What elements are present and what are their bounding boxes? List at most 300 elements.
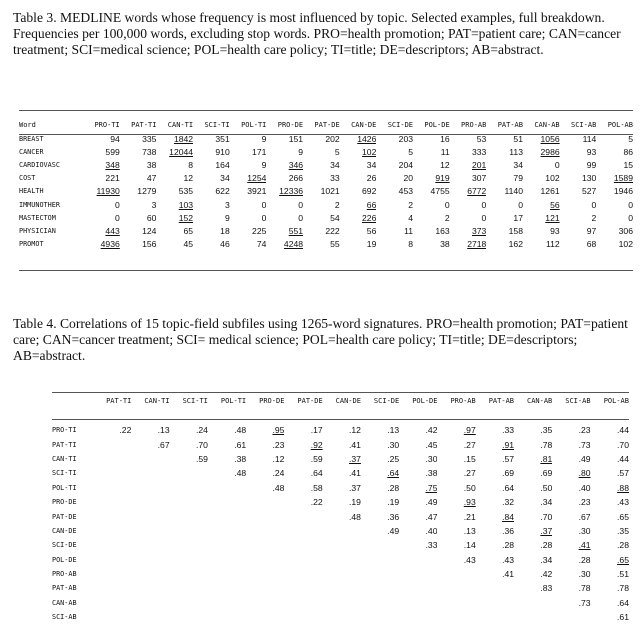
frequency-cell: 130 (581, 173, 597, 184)
correlation-cell: .61 (617, 612, 629, 623)
correlation-cell (284, 610, 322, 624)
correlation-cell (437, 610, 475, 624)
column-header: CAN-DE (335, 397, 361, 405)
column-header: PRO-DE (277, 121, 304, 129)
frequency-cell: 156 (142, 239, 157, 250)
correlation-cell: .13 (463, 525, 476, 536)
frequency-cell: 5 (408, 146, 414, 157)
correlation-cell (323, 524, 361, 538)
frequency-cell: 0 (298, 199, 304, 210)
frequency-cell: 34 (330, 159, 340, 170)
correlation-cell: .65 (617, 511, 629, 522)
correlation-cell: .17 (310, 425, 323, 436)
row-label: SCI-DE (52, 541, 77, 550)
correlation-cell: .30 (425, 453, 438, 464)
frequency-cell: 66 (366, 199, 377, 210)
frequency-cell: 99 (586, 159, 597, 170)
table-row (19, 158, 633, 171)
correlation-cell (208, 495, 246, 509)
correlation-cell (131, 495, 169, 509)
frequency-cell: 2718 (467, 239, 487, 250)
correlation-cell: .69 (502, 468, 515, 479)
correlation-cell (437, 567, 475, 581)
frequency-cell: 152 (178, 212, 194, 223)
correlation-cell: .50 (463, 482, 476, 493)
frequency-cell: 34 (513, 159, 523, 170)
frequency-cell: 0 (261, 212, 267, 223)
frequency-cell: 1842 (173, 133, 194, 144)
frequency-cell: 599 (105, 146, 120, 157)
correlation-cell: .57 (502, 453, 515, 464)
frequency-cell: 113 (509, 146, 523, 157)
column-header: CAN-AB (534, 121, 560, 129)
frequency-cell: 306 (618, 225, 633, 236)
table-row (19, 172, 633, 185)
column-header: SCI-AB (571, 121, 597, 129)
column-header: PAT-TI (106, 397, 132, 405)
correlation-cell: .38 (425, 468, 438, 479)
correlation-cell: .23 (578, 497, 591, 508)
row-label: CAN-TI (52, 454, 77, 463)
correlation-cell (208, 481, 246, 495)
correlation-cell: .41 (349, 439, 361, 450)
column-header: SCI-AB (565, 397, 591, 405)
correlation-cell (131, 509, 169, 523)
correlation-cell: .32 (502, 497, 515, 508)
correlation-cell: .45 (425, 439, 438, 450)
frequency-cell: 19 (366, 239, 377, 250)
correlation-cell (208, 538, 246, 552)
frequency-cell: 202 (325, 133, 340, 144)
frequency-cell: 0 (518, 199, 523, 210)
correlation-cell (361, 610, 399, 624)
correlation-cell (93, 495, 131, 509)
row-label: POL-DE (52, 555, 77, 564)
correlation-cell (284, 596, 322, 610)
frequency-cell: 333 (471, 146, 487, 157)
correlation-cell (284, 567, 322, 581)
table-row (52, 481, 629, 495)
column-header: POL-AB (607, 121, 633, 129)
frequency-cell: 112 (545, 239, 560, 250)
correlation-cell: .19 (349, 497, 361, 508)
correlation-cell: .12 (272, 453, 285, 464)
frequency-cell: 0 (628, 199, 633, 210)
correlation-cell: .64 (387, 468, 400, 479)
frequency-cell: 335 (142, 133, 157, 144)
frequency-cell: 1279 (137, 186, 157, 197)
column-header: SCI-DE (373, 397, 400, 405)
frequency-cell: 74 (256, 239, 267, 250)
table-row (52, 553, 629, 567)
correlation-cell (323, 596, 361, 610)
correlation-cell (476, 581, 514, 595)
correlation-cell (361, 581, 399, 595)
frequency-cell: 12 (183, 173, 194, 184)
correlation-cell (361, 567, 399, 581)
frequency-cell: 9 (224, 212, 230, 223)
frequency-cell: 307 (471, 173, 487, 184)
frequency-cell: 1261 (540, 186, 560, 197)
table4-header-row (52, 397, 629, 423)
frequency-cell: 1254 (247, 173, 267, 184)
table-row (19, 185, 633, 198)
column-header: CAN-TI (144, 397, 170, 405)
correlation-cell: .42 (540, 569, 553, 580)
correlation-cell: .81 (540, 453, 553, 464)
correlation-cell: .19 (387, 497, 400, 508)
frequency-cell: 738 (142, 146, 157, 157)
word-label: BREAST (19, 134, 44, 143)
column-header: PRO-AB (461, 121, 487, 129)
correlation-cell: .22 (119, 425, 132, 436)
frequency-cell: 93 (586, 146, 597, 157)
correlation-cell: .91 (502, 439, 515, 450)
frequency-cell: 5 (334, 146, 340, 157)
correlation-cell (208, 553, 246, 567)
table-row (52, 567, 629, 581)
correlation-cell (437, 581, 475, 595)
column-header: SCI-TI (204, 121, 230, 129)
correlation-cell (170, 553, 208, 567)
correlation-cell (323, 553, 361, 567)
column-header: CAN-DE (351, 121, 377, 129)
frequency-cell: 17 (513, 212, 523, 223)
column-header: PAT-DE (297, 397, 323, 405)
frequency-cell: 1426 (357, 133, 377, 144)
frequency-cell: 55 (330, 239, 340, 250)
table-row (19, 211, 633, 224)
column-header: PRO-TI (94, 121, 120, 129)
correlation-cell: .13 (157, 425, 170, 436)
frequency-cell: 2 (408, 199, 414, 210)
frequency-cell: 45 (183, 239, 194, 250)
correlation-cell: .13 (387, 425, 400, 436)
correlation-cell: .58 (310, 482, 323, 493)
frequency-cell: 6772 (467, 186, 487, 197)
word-label: MASTECTOM (19, 213, 56, 222)
correlation-cell: .78 (540, 439, 553, 450)
frequency-cell: 164 (215, 159, 230, 170)
frequency-cell: 102 (545, 173, 560, 184)
frequency-cell: 11 (440, 146, 450, 157)
correlation-cell (208, 610, 246, 624)
correlation-cell: .24 (195, 425, 208, 436)
table-row (52, 452, 629, 466)
correlation-cell: .44 (617, 425, 629, 436)
frequency-cell: 9 (298, 146, 304, 157)
correlation-cell: .28 (502, 540, 515, 551)
correlation-cell: .80 (578, 468, 591, 479)
correlation-cell: .28 (387, 482, 400, 493)
correlation-cell: .33 (425, 540, 438, 551)
correlation-cell: .75 (425, 482, 438, 493)
correlation-cell: .30 (578, 525, 591, 536)
correlation-cell: .37 (349, 453, 361, 464)
correlation-cell (131, 567, 169, 581)
frequency-cell: 692 (362, 186, 377, 197)
correlation-cell: .64 (617, 597, 629, 608)
correlation-cell (170, 567, 208, 581)
correlation-cell (246, 553, 284, 567)
frequency-cell: 204 (398, 159, 414, 170)
correlation-cell (284, 581, 322, 595)
table4-top-rule (52, 392, 629, 393)
correlation-cell (93, 596, 131, 610)
frequency-cell: 15 (623, 159, 633, 170)
frequency-cell: 151 (288, 133, 304, 144)
frequency-cell: 9 (261, 133, 267, 144)
frequency-cell: 3 (151, 199, 157, 210)
frequency-cell: 1140 (504, 186, 523, 197)
correlation-cell (131, 596, 169, 610)
correlation-cell (514, 596, 552, 610)
column-header: PAT-DE (314, 121, 340, 129)
frequency-cell: 266 (288, 173, 304, 184)
row-label: SCI-AB (52, 613, 77, 622)
frequency-cell: 222 (325, 225, 340, 236)
column-header: PRO-DE (259, 397, 285, 405)
frequency-cell: 12336 (279, 186, 304, 197)
correlation-cell: .38 (234, 453, 247, 464)
table4-caption: Table 4. Correlations of 15 topic-field subfiles using 1265-word signatures. PRO=health promotion; PAT=patient care; CAN=cancer treatment; SCI= medical science; POL=health care policy; TI=title; DE=descriptors; AB=abstract. (13, 316, 628, 363)
table-row (52, 423, 629, 437)
frequency-cell: 8 (408, 239, 414, 250)
frequency-cell: 121 (545, 212, 560, 223)
correlation-cell (170, 538, 208, 552)
frequency-cell: 114 (582, 133, 597, 144)
correlation-cell (131, 481, 169, 495)
correlation-cell (323, 610, 361, 624)
table3-bottom-rule (19, 270, 633, 271)
column-header: SCI-TI (182, 397, 208, 405)
correlation-cell (131, 538, 169, 552)
correlation-cell: .28 (617, 540, 629, 551)
correlation-cell: .34 (540, 497, 553, 508)
correlation-cell (93, 610, 131, 624)
correlation-cell: .73 (578, 597, 591, 608)
frequency-cell: 551 (288, 225, 304, 236)
frequency-cell: 2 (334, 199, 340, 210)
correlation-cell: .95 (272, 425, 285, 436)
row-label: CAN-AB (52, 598, 77, 607)
frequency-cell: 8 (188, 159, 194, 170)
correlation-cell: .73 (578, 439, 591, 450)
frequency-cell: 158 (508, 225, 523, 236)
correlation-cell: .36 (387, 511, 400, 522)
frequency-cell: 346 (288, 159, 304, 170)
correlation-cell: .49 (578, 453, 591, 464)
frequency-cell: 65 (183, 225, 194, 236)
correlation-cell (93, 437, 131, 451)
frequency-cell: 3921 (247, 186, 267, 197)
correlation-cell (437, 596, 475, 610)
row-label: PRO-TI (52, 426, 77, 435)
frequency-cell: 535 (178, 186, 194, 197)
correlation-cell (399, 567, 437, 581)
table-row (19, 198, 633, 211)
correlation-cell (476, 596, 514, 610)
frequency-cell: 26 (366, 173, 377, 184)
word-label: CARDIOVASC (19, 160, 60, 169)
row-label: SCI-TI (52, 469, 77, 478)
correlation-cell: .12 (349, 425, 361, 436)
frequency-cell: 4248 (283, 239, 304, 250)
frequency-cell: 1056 (540, 133, 560, 144)
correlation-cell (131, 610, 169, 624)
row-label: PRO-DE (52, 498, 77, 507)
correlation-cell: .24 (272, 468, 285, 479)
frequency-cell: 97 (586, 225, 597, 236)
correlation-cell: .22 (310, 497, 323, 508)
table-row (52, 581, 629, 595)
column-header: PAT-AB (488, 397, 515, 405)
correlation-cell: .47 (425, 511, 438, 522)
correlation-cell (93, 452, 131, 466)
correlation-cell: .83 (540, 583, 553, 594)
correlation-cell: .48 (349, 511, 361, 522)
table-row (19, 238, 633, 251)
frequency-cell: 79 (513, 173, 523, 184)
column-header: POL-AB (603, 397, 629, 405)
correlation-cell (208, 596, 246, 610)
correlation-cell (323, 567, 361, 581)
correlation-cell: .23 (578, 425, 591, 436)
frequency-cell: 527 (581, 186, 597, 197)
word-column-header: Word (19, 121, 36, 129)
correlation-cell (284, 553, 322, 567)
word-label: PROMOT (19, 240, 44, 249)
correlation-cell (476, 610, 514, 624)
correlation-cell (170, 596, 208, 610)
frequency-cell: 0 (114, 199, 120, 210)
frequency-cell: 622 (215, 186, 230, 197)
frequency-cell: 0 (261, 199, 267, 210)
correlation-cell (246, 495, 284, 509)
correlation-cell: .23 (272, 439, 285, 450)
correlation-cell (361, 553, 399, 567)
frequency-cell: 1021 (320, 186, 340, 197)
correlation-cell: .40 (578, 482, 591, 493)
correlation-cell: .25 (387, 453, 400, 464)
correlation-cell: .41 (578, 540, 591, 551)
frequency-cell: 0 (444, 199, 450, 210)
frequency-cell: 60 (146, 212, 157, 223)
correlation-cell: .42 (425, 425, 438, 436)
correlation-cell: .92 (310, 439, 323, 450)
table-row (52, 524, 629, 538)
correlation-cell (399, 581, 437, 595)
frequency-cell: 12 (440, 159, 450, 170)
correlation-cell: .35 (617, 525, 629, 536)
correlation-cell (208, 509, 246, 523)
frequency-cell: 225 (252, 225, 267, 236)
correlation-cell: .70 (540, 511, 553, 522)
frequency-cell: 163 (435, 225, 450, 236)
frequency-cell: 348 (105, 159, 120, 170)
correlation-cell (208, 524, 246, 538)
correlation-cell (246, 524, 284, 538)
correlation-cell (552, 610, 590, 624)
correlation-cell: .49 (387, 525, 400, 536)
frequency-cell: 11 (404, 225, 414, 236)
correlation-cell (93, 581, 131, 595)
table-row (52, 596, 629, 610)
correlation-cell (399, 610, 437, 624)
correlation-cell: .97 (463, 425, 476, 436)
frequency-cell: 4 (408, 212, 414, 223)
correlation-cell (284, 524, 322, 538)
frequency-cell: 11930 (96, 186, 120, 197)
frequency-cell: 93 (550, 225, 560, 236)
frequency-cell: 351 (215, 133, 230, 144)
correlation-cell: .59 (195, 453, 208, 464)
correlation-cell (284, 538, 322, 552)
correlation-cell: .27 (463, 439, 476, 450)
table3-top-rule (19, 110, 633, 111)
correlation-cell (514, 610, 552, 624)
correlation-cell (208, 581, 246, 595)
correlation-cell (131, 581, 169, 595)
frequency-cell: 0 (554, 159, 560, 170)
row-label: PRO-AB (52, 570, 77, 579)
frequency-cell: 86 (623, 146, 633, 157)
table3-header-row (19, 118, 633, 132)
correlation-cell: .70 (195, 439, 208, 450)
correlation-cell (93, 538, 131, 552)
correlation-cell (323, 581, 361, 595)
correlation-cell: .67 (578, 511, 591, 522)
correlation-cell (170, 481, 208, 495)
frequency-cell: 1589 (613, 173, 633, 184)
correlation-cell (323, 538, 361, 552)
frequency-cell: 33 (330, 173, 340, 184)
correlation-cell: .36 (502, 525, 515, 536)
column-header: PAT-AB (497, 121, 523, 129)
correlation-cell: .70 (617, 439, 629, 450)
correlation-cell (246, 610, 284, 624)
correlation-cell: .65 (617, 554, 629, 565)
correlation-cell: .41 (349, 468, 361, 479)
correlation-cell: .37 (540, 525, 553, 536)
frequency-cell: 4936 (100, 239, 120, 250)
frequency-cell: 46 (220, 239, 230, 250)
correlation-cell: .88 (617, 482, 629, 493)
frequency-cell: 2 (444, 212, 450, 223)
frequency-cell: 2986 (540, 146, 560, 157)
correlation-cell: .43 (502, 554, 515, 565)
correlation-cell (399, 596, 437, 610)
correlation-cell: .28 (540, 540, 553, 551)
frequency-cell: 34 (220, 173, 230, 184)
word-label: PHYSICIAN (19, 226, 56, 235)
correlation-cell: .21 (463, 511, 476, 522)
frequency-cell: 453 (398, 186, 414, 197)
correlation-cell: .30 (387, 439, 400, 450)
correlation-cell (93, 567, 131, 581)
table-row (52, 538, 629, 552)
frequency-cell: 5 (628, 133, 633, 144)
correlation-cell (93, 481, 131, 495)
correlation-cell (93, 466, 131, 480)
frequency-cell: 1946 (613, 186, 633, 197)
correlation-cell (170, 524, 208, 538)
correlation-cell: .67 (157, 439, 170, 450)
frequency-cell: 171 (252, 146, 267, 157)
correlation-cell (284, 509, 322, 523)
frequency-cell: 12044 (169, 146, 194, 157)
correlation-cell (246, 538, 284, 552)
